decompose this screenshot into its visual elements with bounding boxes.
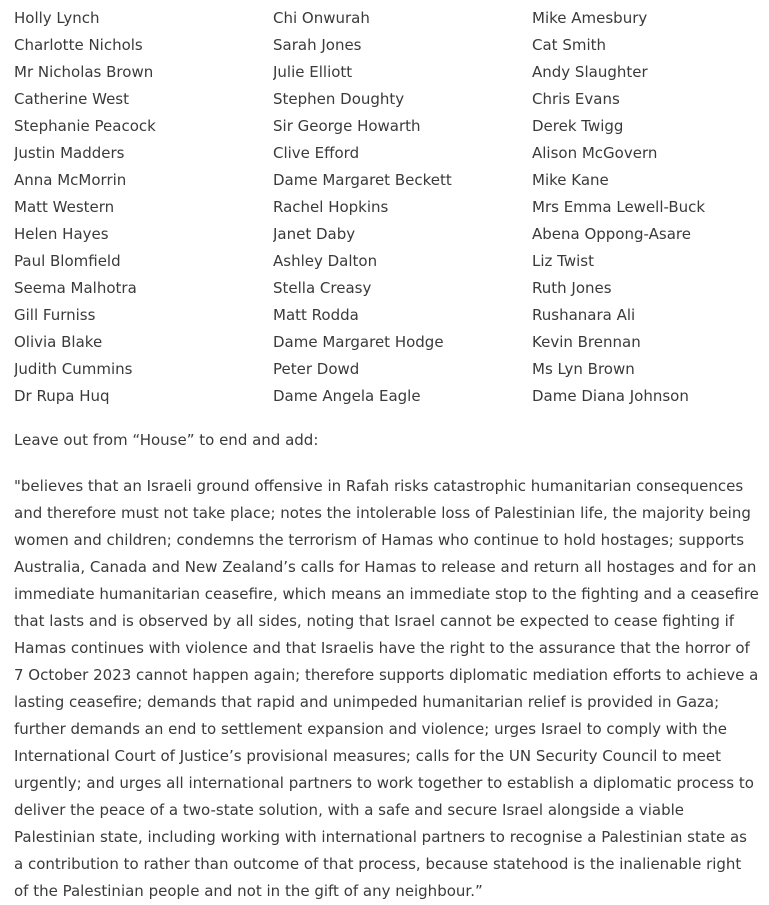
member-name: Mrs Emma Lewell-Buck [532,198,706,216]
member-name: Mr Nicholas Brown [14,63,154,81]
member-name: Mike Kane [532,171,609,189]
amendment-instruction: Leave out from “House” to end and add: [14,431,319,449]
member-name: Charlotte Nichols [14,36,143,54]
member-name: Janet Daby [273,225,356,243]
names-column-3 [532,5,769,410]
member-name: Matt Rodda [273,306,359,324]
member-name: Liz Twist [532,252,594,270]
member-name: Matt Western [14,198,115,216]
member-name: Stella Creasy [273,279,372,297]
supporters-names-grid [14,5,759,410]
member-name: Ms Lyn Brown [532,360,635,378]
member-name: Sarah Jones [273,36,362,54]
member-name: Holly Lynch [14,9,100,27]
member-name: Clive Efford [273,144,360,162]
member-name: Derek Twigg [532,117,624,135]
member-name: Stephanie Peacock [14,117,156,135]
names-column-2 [273,5,523,410]
amendment-text: "believes that an Israeli ground offensive in Rafah risks catastrophic humanitarian consequences and therefore must not take place; notes the intolerable loss of Palestinian life, the majority being women and children; condemns the terrorism of Hamas who continue to hold hostages; supports Australia, Canada and New Zealand’s calls for Hamas to release and return all hostages and for an immediate humanitarian ceasefire, which means an immediate stop to the fighting and a ceasefire that lasts and is observed by all sides, noting that Israel cannot be expected to cease fighting if Hamas continues with violence and that Israelis have the right to the assurance that the horror of 7 October 2023 cannot happen again; therefore supports diplomatic mediation efforts to achieve a lasting ceasefire; demands that rapid and unimpeded humanitarian relief is provided in Gaza; further demands an end to settlement expansion and violence; urges Israel to comply with the International Court of Justice’s provisional measures; calls for the UN Security Council to meet urgently; and urges all international partners to work together to establish a diplomatic process to deliver the peace of a two-state solution, with a safe and secure Israel alongside a viable Palestinian state, including working with international partners to recognise a Palestinian state as a contribution to rather than outcome of that process, because statehood is the inalienable right of the Palestinian people and not in the gift of any neighbour.” [14,477,759,900]
member-name: Justin Madders [14,144,125,162]
member-name: Alison McGovern [532,144,658,162]
member-name: Cat Smith [532,36,607,54]
member-name: Peter Dowd [273,360,360,378]
names-column-1 [14,5,264,410]
member-name: Dr Rupa Huq [14,387,110,405]
member-name: Olivia Blake [14,333,103,351]
member-name: Rushanara Ali [532,306,636,324]
member-name: Rachel Hopkins [273,198,389,216]
member-name: Anna McMorrin [14,171,127,189]
member-name: Chi Onwurah [273,9,370,27]
member-name: Helen Hayes [14,225,109,243]
member-name: Catherine West [14,90,129,108]
member-name: Chris Evans [532,90,620,108]
member-name: Judith Cummins [14,360,133,378]
member-name: Dame Angela Eagle [273,387,421,405]
member-name: Gill Furniss [14,306,96,324]
member-name: Kevin Brennan [532,333,641,351]
member-name: Stephen Doughty [273,90,405,108]
member-name: Ruth Jones [532,279,612,297]
member-name: Andy Slaughter [532,63,648,81]
member-name: Dame Diana Johnson [532,387,689,405]
member-name: Julie Elliott [273,63,353,81]
member-name: Paul Blomfield [14,252,121,270]
member-name: Abena Oppong-Asare [532,225,691,243]
member-name: Dame Margaret Hodge [273,333,444,351]
member-name: Ashley Dalton [273,252,378,270]
member-name: Mike Amesbury [532,9,648,27]
member-name: Seema Malhotra [14,279,137,297]
member-name: Sir George Howarth [273,117,421,135]
member-name: Dame Margaret Beckett [273,171,452,189]
